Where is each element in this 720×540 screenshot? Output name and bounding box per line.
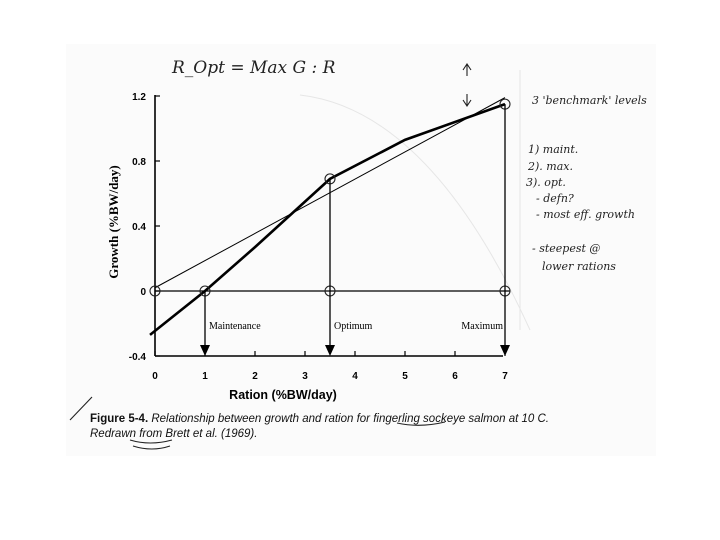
- x-tick-label: 5: [402, 371, 408, 382]
- note-line-7: - steepest @: [532, 242, 601, 255]
- x-tick-label: 2: [252, 371, 258, 382]
- y-tick-label: 0: [140, 287, 146, 298]
- x-axis-title: Ration (%BW/day): [229, 388, 337, 402]
- caption-text: Relationship between growth and ration for fingerling sockeye salmon at 10 C. Redrawn from Brett et al. (1969).: [90, 413, 549, 440]
- x-tick-label: 6: [452, 371, 458, 382]
- benchmark-label: Optimum: [334, 321, 373, 332]
- y-tick-label: 0.8: [132, 157, 146, 168]
- figure-caption: [90, 412, 560, 442]
- y-tick-label: 1.2: [132, 92, 146, 103]
- note-line-2: 1) maint.: [528, 143, 579, 156]
- y-axis-title: Growth (%BW/day): [106, 165, 121, 279]
- x-tick-label: 7: [502, 371, 508, 382]
- note-line-1: 3 'benchmark' levels: [532, 94, 647, 107]
- x-tick-label: 0: [152, 371, 158, 382]
- note-line-3: 2). max.: [528, 160, 573, 173]
- benchmark-label: Maximum: [461, 321, 503, 332]
- benchmark-label: Maintenance: [209, 321, 261, 332]
- x-tick-label: 4: [352, 371, 358, 382]
- x-tick-label: 1: [202, 371, 208, 382]
- figure-label: Figure 5-4.: [90, 413, 149, 425]
- note-line-5: - defn?: [536, 192, 574, 205]
- note-line-4: 3). opt.: [526, 176, 566, 189]
- note-line-6: - most eff. growth: [536, 208, 635, 221]
- note-line-8: lower rations: [542, 260, 616, 273]
- y-tick-label: -0.4: [128, 352, 146, 363]
- formula-note: R_Opt = Max G : R: [172, 58, 336, 78]
- y-tick-label: 0.4: [132, 222, 146, 233]
- x-tick-label: 3: [302, 371, 308, 382]
